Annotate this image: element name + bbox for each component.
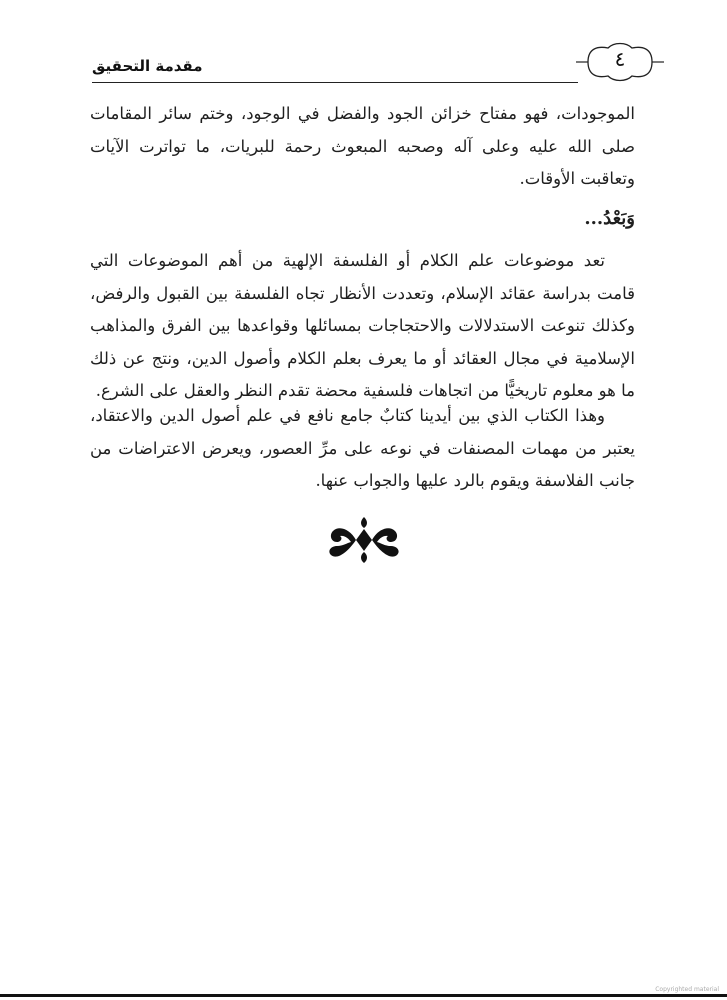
fleuron-ornament-icon — [325, 515, 403, 565]
header-divider — [92, 82, 578, 83]
wa-baad-heading: وَبَعْدُ... — [584, 208, 635, 229]
footer-rule — [0, 994, 727, 997]
copyright-watermark: Copyrighted material — [655, 986, 719, 993]
intro-paragraph: الموجودات، فهو مفتاح خزائن الجود والفضل في الوجود، وختم سائر المقامات صلى الله عليه وعلى آله وصحبه المبعوث رحمة للبريات، ما تواترت الآيات وتعاقبت الأوقات. — [90, 104, 635, 188]
paragraph-kalam: تعد موضوعات علم الكلام أو الفلسفة الإلهية من أهم الموضوعات التي قامت بدراسة عقائد الإسلام، وتعددت الأنظار تجاه الفلسفة بين القبول والرفض، وكذلك تنوعت الاستدلالات والاحتجاجات بمسائلها وقواعدها بين الفرق والمذاهب الإسلامية في مجال العقائد أو ما يعرف بعلم الكلام وأصول الدين، ونتج عن ذلك ما هو معلوم تاريخيًّا من اتجاهات فلسفية محضة تقدم النظر والعقل على الشرع. — [90, 251, 635, 400]
paragraph-book: وهذا الكتاب الذي بين أيدينا كتابٌ جامع نافع في علم أصول الدين والاعتقاد، يعتبر من مهمات المصنفات في نوعه على مرِّ العصور، ويعرض الاعتراضات من جانب الفلاسفة ويقوم بالرد عليها والجواب عنها. — [90, 406, 635, 490]
page-number-badge — [574, 40, 666, 84]
running-header-title: مقدمة التحقيق — [92, 57, 203, 75]
page-number: ٤ — [614, 47, 626, 71]
